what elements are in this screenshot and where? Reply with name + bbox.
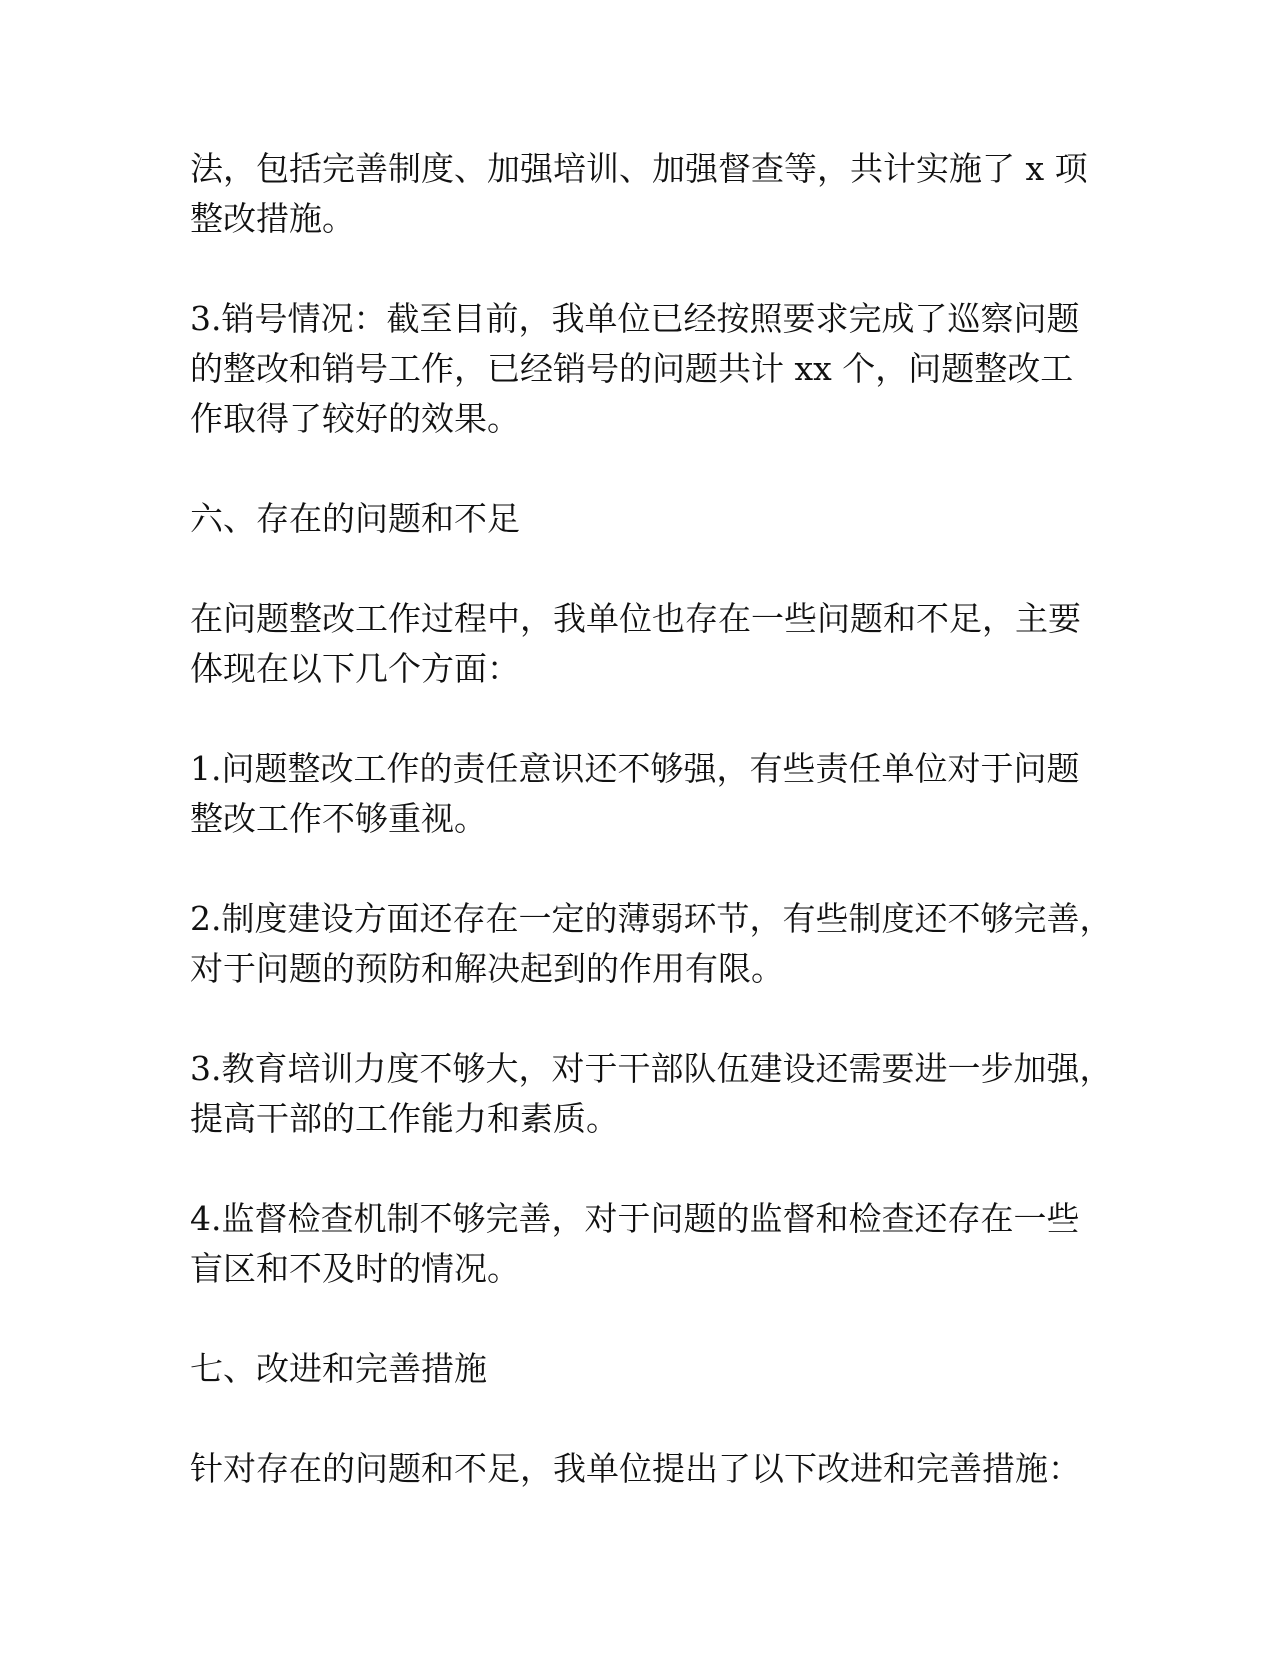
paragraph-closure-status (190, 294, 1120, 444)
text-line: 整改措施。 (190, 199, 355, 238)
text-line: 1.问题整改工作的责任意识还不够强，有些责任单位对于问题 (190, 749, 1080, 788)
text-line: 在问题整改工作过程中，我单位也存在一些问题和不足，主要 (190, 599, 1081, 638)
text-line: 3.教育培训力度不够大，对于干部队伍建设还需要进一步加强， (190, 1049, 1113, 1088)
text-line: 针对存在的问题和不足，我单位提出了以下改进和完善措施： (190, 1449, 1081, 1488)
text-line: 2.制度建设方面还存在一定的薄弱环节，有些制度还不够完善， (190, 899, 1113, 938)
section-heading-problems (190, 494, 1120, 544)
text-line: 作取得了较好的效果。 (190, 399, 520, 438)
heading-text: 七、改进和完善措施 (190, 1349, 487, 1388)
paragraph-problem-1 (190, 744, 1120, 844)
paragraph-rectification-measures (190, 144, 1120, 244)
text-line: 体现在以下几个方面： (190, 649, 520, 688)
document-body (190, 144, 1120, 1544)
paragraph-problem-2 (190, 894, 1120, 994)
paragraph-problem-3 (190, 1044, 1120, 1144)
paragraph-improvements-intro (190, 1444, 1120, 1494)
text-line: 法，包括完善制度、加强培训、加强督查等，共计实施了 x 项 (190, 149, 1088, 188)
text-line: 盲区和不及时的情况。 (190, 1249, 520, 1288)
heading-text: 六、存在的问题和不足 (190, 499, 520, 538)
paragraph-problem-4 (190, 1194, 1120, 1294)
text-line: 的整改和销号工作，已经销号的问题共计 xx 个，问题整改工 (190, 349, 1074, 388)
text-line: 整改工作不够重视。 (190, 799, 487, 838)
section-heading-improvements (190, 1344, 1120, 1394)
text-line: 4.监督检查机制不够完善，对于问题的监督和检查还存在一些 (190, 1199, 1080, 1238)
text-line: 提高干部的工作能力和素质。 (190, 1099, 619, 1138)
paragraph-problems-intro (190, 594, 1120, 694)
text-line: 3.销号情况：截至目前，我单位已经按照要求完成了巡察问题 (190, 299, 1080, 338)
text-line: 对于问题的预防和解决起到的作用有限。 (190, 949, 784, 988)
